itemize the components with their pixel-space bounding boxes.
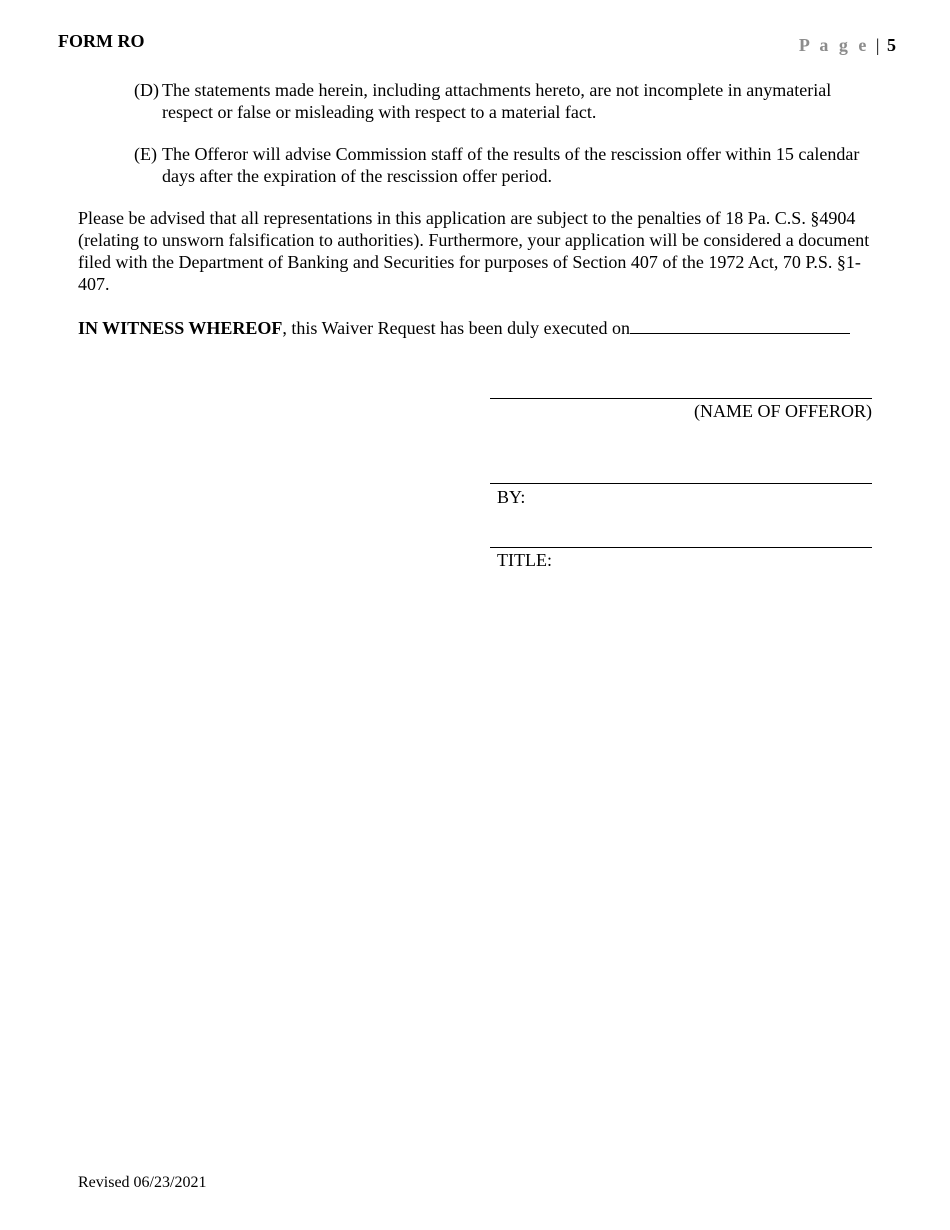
offeror-name-field[interactable]: [490, 398, 872, 399]
signatory-field[interactable]: [490, 483, 872, 484]
form-id: FORM RO: [58, 31, 145, 51]
execution-date-field[interactable]: [630, 315, 850, 334]
list-item-d: [134, 79, 864, 123]
page-number: 5: [887, 35, 896, 55]
advisory-paragraph: Please be advised that all representations in this application are subject to the penalties of 18 Pa. C.S. §4904 (relating to unsworn falsification to authorities). Furthermore, your application will be considered a document filed with the Department of Banking and Securities for purposes of Section 407 of the 1972 Act, 70 P.S. §1-407.: [78, 208, 870, 294]
witness-statement: [78, 315, 878, 339]
witness-text: , this Waiver Request has been duly executed on: [282, 318, 631, 338]
page-word: P a g e: [798, 35, 870, 55]
list-item-text: The statements made herein, including attachments hereto, are not incomplete in anymaterial respect or false or misleading with respect to a material fact.: [162, 80, 832, 122]
signatory-title-field[interactable]: [490, 547, 872, 548]
list-marker: (D): [134, 80, 159, 100]
signatory-title-label: TITLE:: [497, 550, 552, 570]
page-separator: |: [875, 35, 880, 55]
witness-lead: IN WITNESS WHEREOF: [78, 318, 283, 338]
signatory-label: BY:: [497, 487, 526, 507]
offeror-name-label: (NAME OF OFFEROR): [693, 401, 872, 421]
page-number-indicator: [799, 34, 896, 56]
list-item-text: The Offeror will advise Commission staff of the results of the rescission offer within 15 calendar days after the expiration of the rescission offer period.: [162, 144, 860, 186]
list-marker: (E): [134, 144, 157, 164]
list-item-e: [134, 143, 864, 187]
revision-date: Revised 06/23/2021: [78, 1174, 207, 1191]
